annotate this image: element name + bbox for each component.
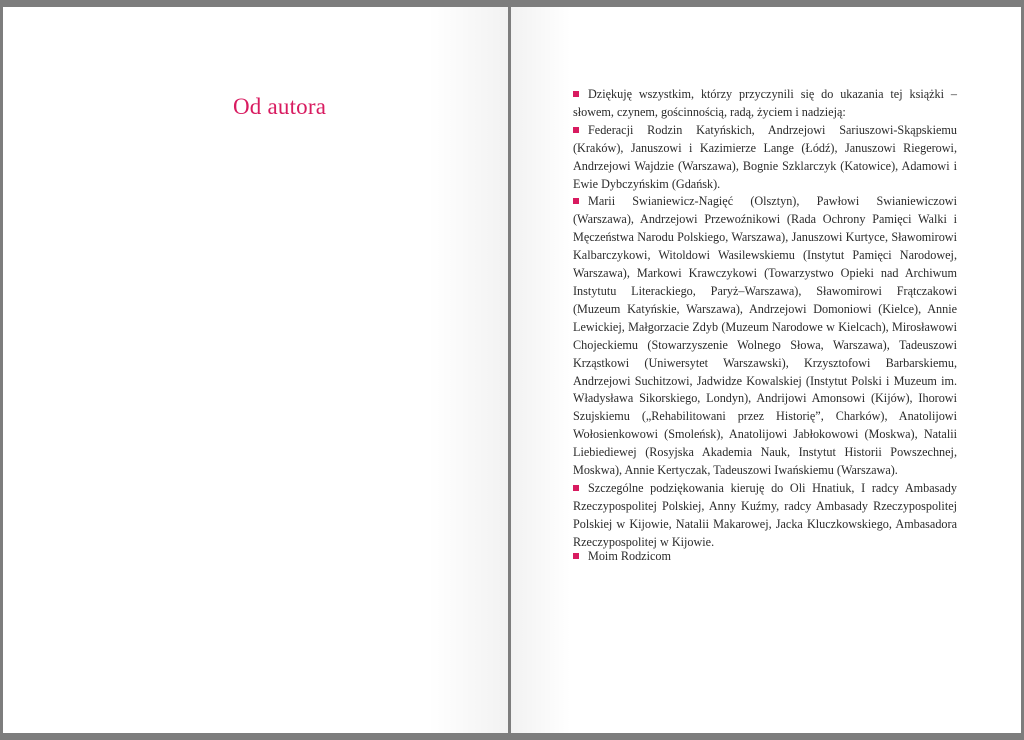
paragraph xyxy=(573,480,957,552)
paragraph-text: Dziękuję wszystkim, którzy przyczynili się do ukazania tej książki – słowem, czynem, gościnnością, radą, życiem i nadzieją: xyxy=(573,87,957,119)
right-page xyxy=(511,7,1021,733)
square-bullet-icon xyxy=(573,127,579,133)
square-bullet-icon xyxy=(573,485,579,491)
square-bullet-icon xyxy=(573,198,579,204)
square-bullet-icon xyxy=(573,553,579,559)
left-page xyxy=(3,7,508,733)
square-bullet-icon xyxy=(573,91,579,97)
paragraph xyxy=(573,122,957,194)
paragraph-text: Szczególne podziękowania kieruję do Oli Hnatiuk, I radcy Ambasady Rzeczypospolitej Polskiej, Anny Kuźmy, radcy Ambasady Rzeczypospolitej Polskiej w Kijowie, Natalii Makarowej, Jacka Kluczkowskiego, Ambasadora Rzeczypospolitej w Kijowie. xyxy=(573,480,957,549)
dedication xyxy=(573,548,957,566)
book-spread xyxy=(3,7,1021,733)
acknowledgements-text xyxy=(573,86,957,552)
paragraph-text: Federacji Rodzin Katyńskich, Andrzejowi Sariuszowi-Skąpskiemu (Kraków), Januszowi i Kazimierze Lange (Łódź), Januszowi Riegerowi, Andrzejowi Wajdzie (Warszawa), Bognie Szklarczyk (Katowice), Adamowi i Ewie Dybczyńskim (Gdańsk). xyxy=(573,122,957,191)
chapter-title: Od autora xyxy=(233,94,327,119)
paragraph xyxy=(573,193,957,480)
paragraph-text: Marii Swianiewicz-Nagięć (Olsztyn), Pawłowi Swianiewiczowi (Warszawa), Andrzejowi Przewoźnikowi (Rada Ochrony Pamięci Walki i Męczeństwa Narodu Polskiego, Warszawa), Januszowi Kurtyce, Sławomirowi Kalbarczykowi, Witoldowi Wasilewskiemu (Instytut Pamięci Narodowej, Warszawa), Markowi Krawczykowi (Towarzystwo Opieki nad Archiwum Instytutu Literackiego, Paryż–Warszawa), Sławomirowi Frątczakowi (Muzeum Katyńskie, Warszawa), Andrzejowi Domoniowi (Kielce), Annie Lewickiej, Małgorzacie Zdyb (Muzeum Narodowe w Kielcach), Mirosławowi Chojeckiemu (Stowarzyszenie Wolnego Słowa, Warszawa), Tadeuszowi Krząstkowi (Uniwersytet Warszawski), Krzysztofowi Barbarskiemu, Andrzejowi Suchitzowi, Jadwidze Kowalskiej (Instytut Polski i Muzeum im. Władysława Sikorskiego, Londyn), Andrijowi Amonsowi (Kijów), Ihorowi Szujskiemu („Rehabilitowani przez Historię”, Charków), Anatolijowi Wołosienkowowi (Smoleńsk), Anatolijowi Jabłokowowi (Moskwa), Natalii Liebiediewej (Rosyjska Akademia Nauk, Instytut Historii Powszechnej, Moskwa), Annie Kertyczak, Tadeuszowi Iwańskiemu (Warszawa). xyxy=(573,194,957,478)
dedication-text: Moim Rodzicom xyxy=(588,549,671,563)
paragraph xyxy=(573,86,957,122)
